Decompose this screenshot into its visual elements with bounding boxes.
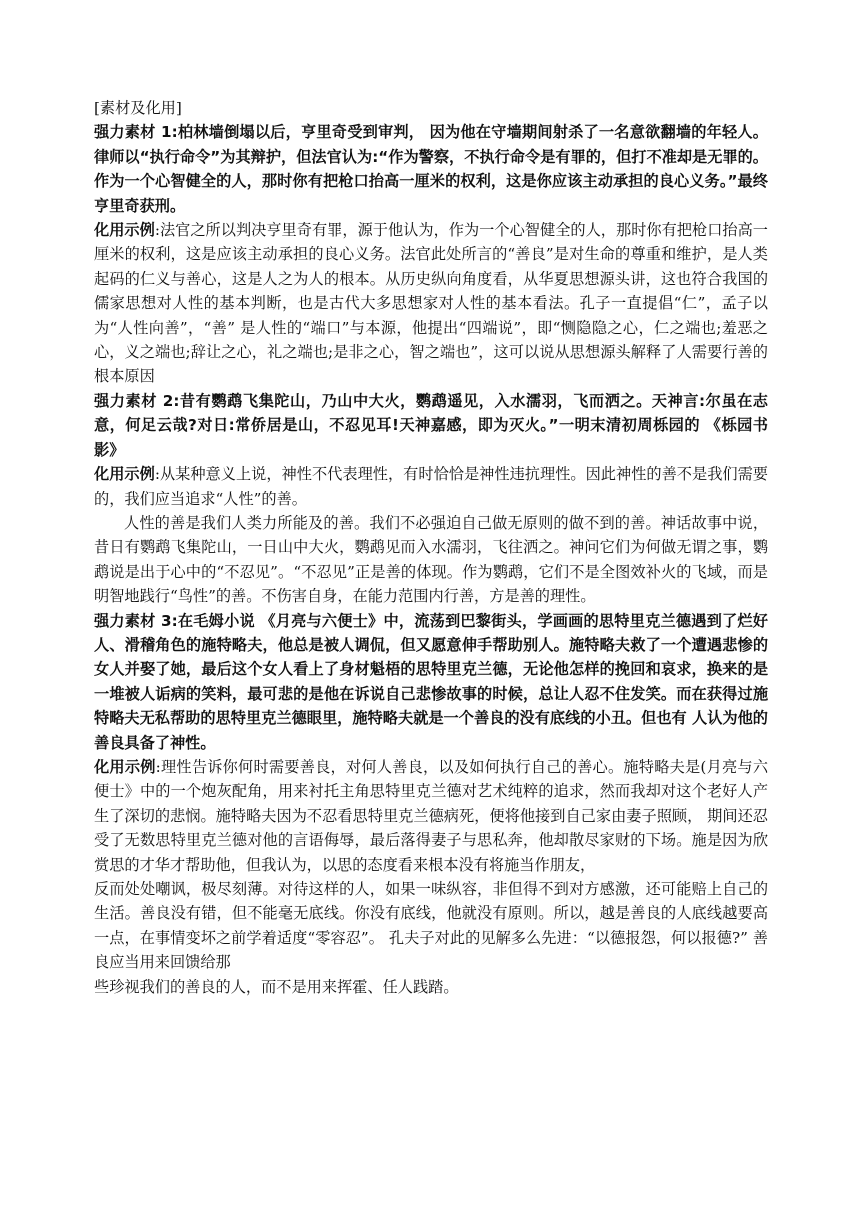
example-2-text: :从某种意义上说，神性不代表理性，有时恰恰是神性违抗理性。因此神性的善不是我们需要的，我们应当追求“人性”的善。 [94, 465, 768, 508]
material-3 [94, 609, 768, 755]
material-3-label: 强力素材 3: [94, 611, 178, 630]
paragraph-continuation-1: 反而处处嘲讽，极尽刻薄。对待这样的人，如果一味纵容，非但得不到对方感激，还可能赔上自己的生活。善良没有错，但不能毫无底线。你没有底线，他就没有原则。所以，越是善良的人底线越要高一点，在事情变坏之前学着适度“零容忍”。 孔夫子对此的见解多么先进：“以德报怨，何以报德?” 善良应当用来回馈给那 [94, 880, 768, 972]
material-3-text: 在毛姆小说 《月亮与六便士》中，流荡到巴黎街头，学画画的思特里克兰德遇到了烂好人、滑稽角色的施特略夫，他总是被人调侃，但又愿意伸手帮助别人。施特略夫救了一个遭遇悲惨的女人并娶了她，最后这个女人看上了身材魁梧的思特里克兰德，无论他怎样的挽回和哀求，换来的是一堆被人诟病的笑料，最可悲的是他在诉说自己悲惨故事的时候，总让人忍不住发笑。而在获得过施特略夫无私帮助的思特里克兰德眼里，施特略夫就是一个善良的没有底线的小丑。但也有 人认为他的善良具备了神性。 [94, 611, 768, 752]
example-3-label: 化用示例 [94, 757, 156, 776]
material-1 [94, 120, 768, 218]
example-1-label: 化用示例 [94, 221, 155, 240]
section-heading: [素材及化用] [94, 99, 182, 117]
example-3 [94, 755, 768, 877]
paragraph-continuation-2: 些珍视我们的善良的人，而不是用来挥霍、任人践踏。 [94, 977, 459, 996]
material-2-label: 强力素材 2: [94, 391, 180, 410]
example-2-label: 化用示例 [94, 465, 155, 484]
example-1 [94, 218, 768, 389]
example-2 [94, 462, 768, 511]
example-3-text: :理性告诉你何时需要善良，对何人善良，以及如何执行自己的善心。施特略夫是(月亮与六便士》中的一个炮灰配角，用来衬托主角思特里克兰德对艺术纯粹的追求，然而我却对这个老好人产生了深切的悲悯。施特略夫因为不忍看思特里克兰德病死，便将他接到自己家由妻子照顾， 期间还忍受了无数思特里克兰德对他的言语侮辱，最后落得妻子与思私奔，他却散尽家财的下场。施是因为欣赏思的才华才帮助他，但我认为，以思的态度看来根本没有将施当作朋友， [94, 757, 769, 874]
material-2 [94, 389, 768, 462]
example-1-text: :法官之所以判决亨里奇有罪，源于他认为，作为一个心智健全的人，那时你有把枪口抬高一厘米的权利，这是应该主动承担的良心义务。法官此处所言的“善良”是对生命的尊重和维护，是人类起码的仁义与善心，这是人之为人的根本。从历史纵向角度看，从华夏思想源头讲，这也符合我国的儒家思想对人性的基本判断，也是古代大多思想家对人性的基本看法。孔子一直提倡“仁”，孟子以为“人性向善”，“善” 是人性的“端口”与本源，他提出“四端说”，即“恻隐隐之心，仁之端也;羞恶之心，义之端也;辞让之心，礼之端也;是非之心，智之端也”，这可以说从思想源头解释了人需要行善的根本原因 [94, 221, 768, 386]
material-1-text: 柏林墙倒塌以后，亨里奇受到审判， 因为他在守墙期间射杀了一名意欲翻墙的年轻人。律师以“执行命令”为其辩护，但法官认为:“作为警察，不执行命令是有罪的，但打不准却是无罪的。作为一个心智健全的人，那时你有把枪口抬高一厘米的权利，这是你应该主动承担的良心义务。”最终亨里奇获刑。 [94, 123, 768, 215]
material-2-text: 昔有鹦鹉飞集陀山，乃山中大火，鹦鹉遥见，入水濡羽，飞而洒之。天神言:尔虽在志意，何足云哉?对日:常侨居是山，不忍见耳!天神嘉感，即为灭火。”一明末清初周栎园的 《栎园书影》 [94, 391, 768, 459]
material-1-label: 强力素材 1: [94, 123, 178, 142]
paragraph-human-goodness: 人性的善是我们人类力所能及的善。我们不必强迫自己做无原则的做不到的善。神话故事中说，昔日有鹦鹉飞集陀山，一日山中大火，鹦鹉见而入水濡羽，飞往洒之。神问它们为何做无谓之事，鹦鹉说是出于心中的“不忍见”。“不忍见”正是善的体现。作为鹦鹉，它们不是全图效补火的飞域，而是明智地践行“鸟性”的善。不伤害自身，在能力范围内行善，方是善的理性。 [94, 513, 768, 606]
document-body [94, 96, 768, 999]
